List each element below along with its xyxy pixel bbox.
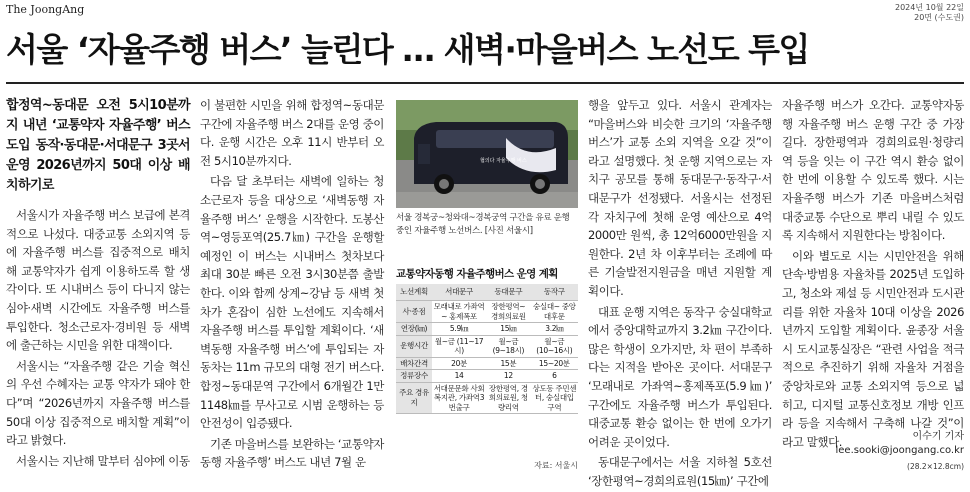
paragraph: 자율주행 버스가 오간다. 교통약자동행 자율주행 버스 운행 구간 중 가장 길다. 장한평역과 경희의료원·청량리역 등을 잇는 이 구간 역시 환승 없이 한 번에 이용할 수 있도록 했다. 시는 자율주행 버스가 기존 마을버스처럼 대중교통 수단으로 뿌리 내릴 수 있도록 지속해서 지원한다는 방침이다. [782, 98, 964, 243]
table-cell: 장한평역, 경희의료원, 청량리역 [486, 382, 531, 414]
headline: 서울 ‘자율주행 버스’ 늘린다 … 새벽·마을버스 노선도 투입 [6, 30, 809, 69]
paragraph: 대표 운행 지역은 동작구 숭실대학교에서 중앙대학교까지 3.2㎞ 구간이다. 많은 학생이 오가지만, 차 편이 부족하다는 지적을 받아온 곳이다. 서대문구 ‘모래내로 가좌역~홍제폭포(5.9㎞)’ 구간에도 자율주행 버스가 투입된다. 대중교통 환승 없이는 한 번에 오가기 어려운 곳이었다. [588, 304, 772, 449]
table-cell: 5.9㎞ [432, 323, 486, 336]
table-cell: 20분 [432, 357, 486, 370]
issue-info [895, 3, 964, 23]
paragraph: 서울시는 지난해 말부터 심야에 이동 [16, 453, 190, 468]
table-header: 노선계획 [396, 284, 432, 301]
table-source: 자료: 서울시 [534, 461, 578, 470]
table-row [396, 370, 578, 383]
table-cell: 모래내로 가좌역~ 홍제폭포 [433, 302, 485, 321]
route-plan-table [396, 284, 578, 414]
article-column-4 [782, 96, 964, 453]
paragraph: 다음 달 초부터는 새벽에 일하는 청소근로자 등을 대상으로 ‘새벽동행 자율주행 버스’ 운행을 시작한다. 도봉산역~영등포역(25.7㎞) 구간을 운행할 예정인 이 버스는 시내버스 첫차보다 최대 30분 빠른 오전 3시30분쯤 출발한다. 이와 함께 상계~강남 등 새벽 첫차가 혼잡이 심한 노선에도 지속해서 자율주행 버스를 투입할 계획이다. ‘새벽동행 자율주행 버스’에 투입되는 자동차는 11m 규모의 대형 전기 버스다. 합정~동대문역 구간에서 6개월간 1만1148㎞를 무사고로 시범 운행하는 등 안전성이 입증됐다. [200, 174, 384, 431]
article-column-3 [588, 96, 772, 492]
issue-page: 20면 (수도권) [914, 13, 964, 22]
table-cell: 서대문문화 사회복지관, 가좌역3번출구 [433, 383, 485, 412]
paragraph: 행을 앞두고 있다. 서울시 관계자는 “마을버스와 비슷한 크기의 ‘자율주행 버스’가 교통 소외 지역을 오갈 것”이라고 설명했다. 첫 운행 지역으로는 자치구 공모를 통해 동대문구·동작구·서대문구가 선정됐다. 서울시는 선정된 각 자치구에 첫해 운영 예산으로 4억2000만 원씩, 총 12억6000만원을 지원한다. 2년 차 이후부터는 조례에 따른 기술발전지원금을 매년 지원할 계획이다. [588, 98, 772, 298]
table-cell: 상도동 주민센터, 숭실대입구역 [532, 383, 577, 412]
table-cell: 15㎞ [486, 323, 531, 336]
bus-side-text: 협의다 자율주행 버스 [480, 158, 527, 164]
table-row [396, 357, 578, 370]
byline [782, 430, 964, 458]
table-row [396, 301, 578, 323]
table-cell: 월~금 (11~17시) [432, 335, 486, 357]
table-cell: 월~금 (9~18시) [486, 335, 531, 357]
table-cell: 6 [531, 370, 578, 383]
row-label: 정류장수 [396, 370, 432, 383]
table-title: 교통약자동행 자율주행버스 운영 계획 [396, 268, 558, 280]
table-cell: 숭실대~ 중앙대후문 [531, 301, 578, 323]
paragraph: 기존 마을버스를 보완하는 ‘교통약자동행 자율주행’ 버스도 내년 7월 운 [200, 436, 384, 470]
table-row [396, 335, 578, 357]
subheadline: 합정역~동대문 오전 5시10분까지 내년 ‘교통약자 자율주행’ 버스 도입 동작·동대문·서대문구 3곳서 운영 2026년까지 50대 이상 배치하기로 [6, 98, 190, 193]
reporter-name: 이수기 기자 [912, 431, 964, 442]
newspaper-logo: The JoongAng [6, 3, 85, 16]
table-header: 서대문구 [432, 284, 486, 301]
autonomous-bus-illustration [396, 100, 578, 208]
article-column-2 [200, 96, 384, 474]
paragraph: 이와 별도로 시는 시민안전을 위해 단속·방범용 자율차를 2025년 도입하고, 청소와 제설 등 시민안전과 도시관리를 위한 자율차 10대 이상을 2026년까지 도입할 계획이다. 윤종장 서울시 도시교통실장은 “관련 사업을 적극적으로 추진하기 위해 자율차 거점을 중앙차로와 교통 소외지역 등으로 넓히고, 디지털 교통신호정보 개방 인프라 등을 지속해서 구축해 나갈 것”이라고 말했다. [782, 248, 964, 449]
clipping-size: (28.2×12.8cm) [907, 462, 964, 471]
paragraph: 이 불편한 시민을 위해 합정역~동대문 구간에 자율주행 버스 2대를 운영 중이다. 운행 시간은 오후 11시 반부터 오전 5시10분까지다. [200, 98, 384, 168]
table-cell: 장한평역~ 경희의료원 [486, 301, 531, 323]
table-row [396, 323, 578, 336]
table-cell: 12 [486, 370, 531, 383]
bus-photo [396, 100, 578, 208]
row-label: 주요 경유지 [396, 382, 432, 414]
paragraph: 동대문구에서는 서울 지하철 5호선 ‘장한평역~경희의료원(15㎞)’ 구간에 [588, 455, 772, 488]
table-header: 동작구 [531, 284, 578, 301]
paragraph: 서울시가 자율주행 버스 보급에 본격적으로 나섰다. 대중교통 소외지역 등에 자율주행 버스를 집중적으로 배치해 교통약자가 쉽게 이용하도록 할 생각이다. 또 시내버스 등이 다니지 않는 심야·새벽 시간에도 자율주행 버스를 투입한다. 청소근로자·경비원 등 새벽에 출근하는 시민을 위한 대책이다. [6, 208, 190, 353]
row-label: 연장(㎞) [396, 323, 432, 336]
table-row [396, 382, 578, 414]
issue-date: 2024년 10월 22일 [895, 3, 964, 12]
reporter-email: lee.sooki@joongang.co.kr [835, 445, 964, 456]
table-header-row [396, 284, 578, 301]
headline-rule [6, 82, 964, 84]
row-label: 배차간격 [396, 357, 432, 370]
table-header: 동대문구 [486, 284, 531, 301]
row-label: 운행시간 [396, 335, 432, 357]
table-cell: 15분 [486, 357, 531, 370]
paragraph: 서울시는 “자율주행 같은 기술 혁신의 우선 수혜자는 교통 약자가 돼야 한다”며 “2026년까지 자율주행 버스를 50대 이상 집중적으로 배치할 계획”이라고 밝혔다. [6, 358, 190, 448]
article-column-1 [6, 96, 190, 472]
table-cell: 14 [432, 370, 486, 383]
photo-caption: 서울 경복궁~청와대~경복궁역 구간을 유료 운행 중인 자율주행 노선버스. [사진 서울시] [396, 213, 570, 236]
row-label: 사·종점 [396, 301, 432, 323]
table-cell: 3.2㎞ [531, 323, 578, 336]
table-cell: 15~20분 [531, 357, 578, 370]
table-cell: 월~금 (10~16시) [531, 335, 578, 357]
